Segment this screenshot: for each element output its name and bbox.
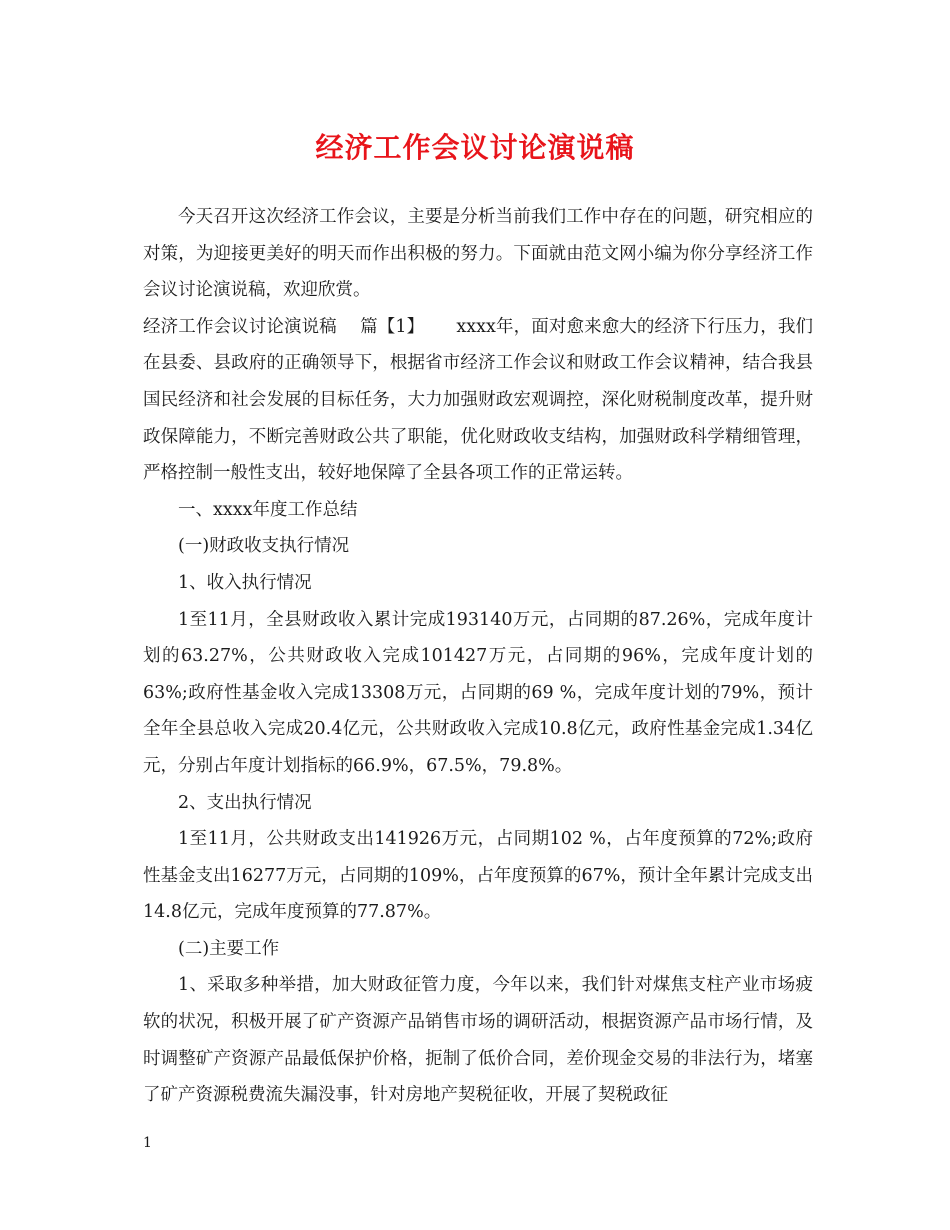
heading-fiscal-execution: (一)财政收支执行情况 bbox=[178, 536, 350, 557]
paragraph-revenue: 1至11月，全县财政收入累计完成193140万元，占同期的87.26%，完成年度计划的63.27%，公共财政收入完成101427万元，占同期的96%，完成年度计划的63%;政府性基金收入完成13308万元，占同期的69 %，完成年度计划的79%，预计全年全县总收入完成20.4亿元，公共财政收入完成10.8亿元，政府性基金完成1.34亿元，分别占年度计划指标的66.9%，67.5%，79.8%。 bbox=[143, 609, 813, 776]
paragraph-intro: 今天召开这次经济工作会议，主要是分析当前我们工作中存在的问题，研究相应的对策，为迎接更美好的明天而作出积极的努力。下面就由范文网小编为你分享经济工作会议讨论演说稿，欢迎欣赏。 bbox=[143, 207, 813, 301]
page-number: 1 bbox=[143, 1135, 152, 1151]
document-title: 经济工作会议讨论演说稿 bbox=[315, 131, 635, 164]
heading-expenditure-execution: 2、支出执行情况 bbox=[178, 792, 312, 813]
heading-main-work: (二)主要工作 bbox=[178, 938, 280, 959]
paragraph-main-work-1: 1、采取多种举措，加大财政征管力度，今年以来，我们针对煤焦支柱产业市场疲软的状况，积极开展了矿产资源产品销售市场的调研活动，根据资源产品市场行情，及时调整矿产资源产品最低保护价格，扼制了低价合同，差价现金交易的非法行为，堵塞了矿产资源税费流失漏没事，针对房地产契税征收，开展了契税政征 bbox=[143, 975, 813, 1106]
paragraph-article-1: 经济工作会议讨论演说稿 篇【1】 xxxx年，面对愈来愈大的经济下行压力，我们在县委、县政府的正确领导下，根据省市经济工作会议和财政工作会议精神，结合我县国民经济和社会发展的目标任务，大力加强财政宏观调控，深化财税制度改革，提升财政保障能力，不断完善财政公共了职能，优化财政收支结构，加强财政科学精细管理，严格控制一般性支出，较好地保障了全县各项工作的正常运转。 bbox=[143, 316, 813, 484]
heading-revenue-execution: 1、收入执行情况 bbox=[178, 572, 312, 593]
heading-annual-summary: 一、xxxx年度工作总结 bbox=[178, 499, 358, 520]
document-body bbox=[143, 199, 813, 1114]
paragraph-expenditure: 1至11月，公共财政支出141926万元，占同期102 %，占年度预算的72%;政府性基金支出16277万元，占同期的109%，占年度预算的67%，预计全年累计完成支出14.8亿元，完成年度预算的77.87%。 bbox=[143, 829, 813, 923]
